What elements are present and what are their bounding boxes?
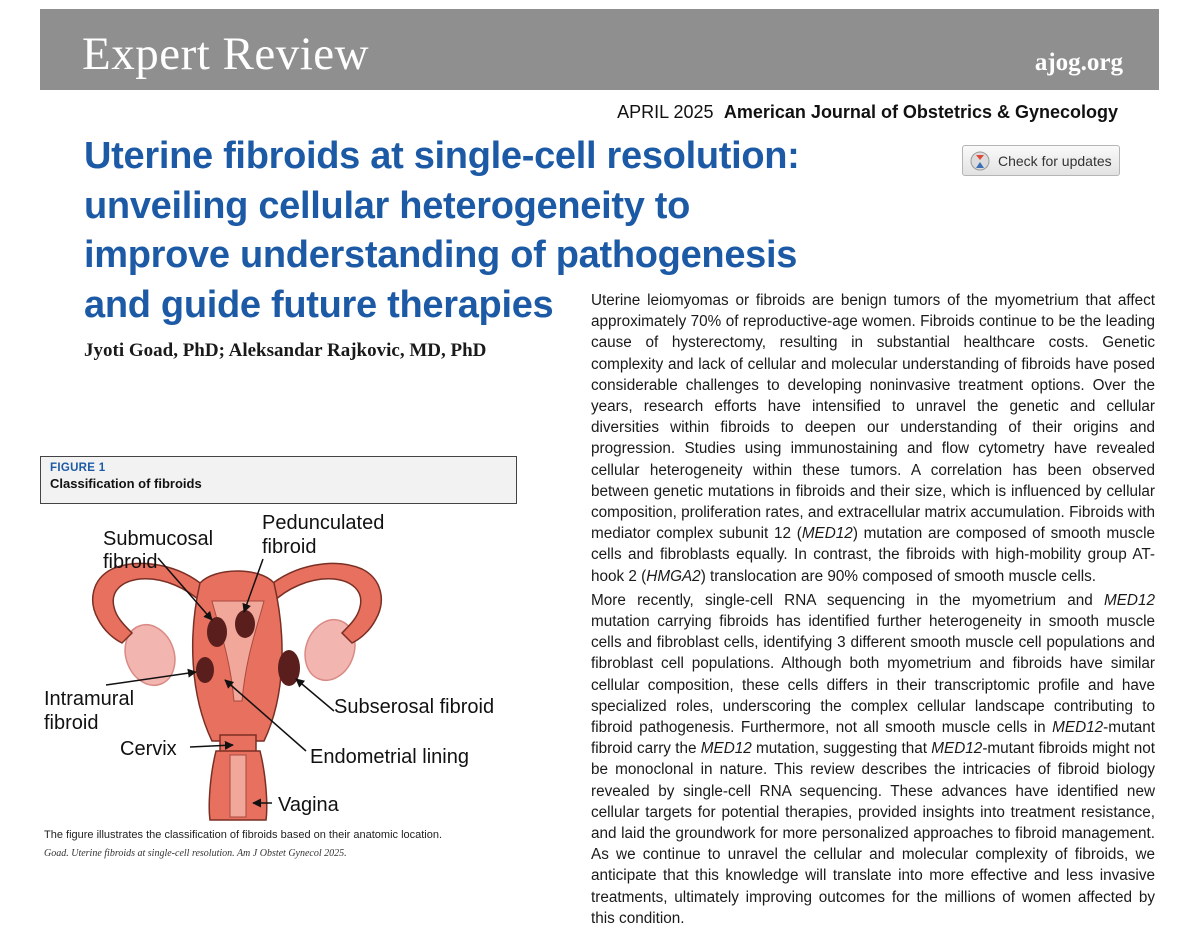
submucosal-fibroid [207, 617, 227, 647]
vaginal-canal [230, 755, 246, 817]
abstract-text: mutation carrying fibroids has identified further heterogeneity in smooth muscle cells and fibroblast cells, identifying 3 different smooth muscle cell populations and fibroblast cell populations. Although both myometrium and fibroids have similar cellular composition, these cells differs in their transcriptomic profile and have specialized roles, underscoring the complex cellular landscape contributing to fibroid pathogenesis. Furthermore, not all smooth muscle cells in [591, 613, 1155, 737]
label-vagina: Vagina [278, 794, 339, 816]
label-cervix: Cervix [120, 738, 177, 760]
abstract-paragraph-1 [591, 290, 1155, 587]
figure-citation [44, 848, 347, 859]
figure-label: FIGURE 1 [50, 462, 106, 474]
gene-name: MED12 [1052, 719, 1104, 737]
abstract-paragraph-2 [591, 590, 1155, 929]
figure-title: Classification of fibroids [50, 476, 202, 491]
gene-name: MED12 [931, 740, 983, 758]
label-submucosal-2: fibroid [103, 551, 158, 573]
journal-name: American Journal of Obstetrics & Gynecology [723, 102, 1118, 122]
check-for-updates-label: Check for updates [998, 152, 1112, 169]
uterus-diagram [40, 505, 540, 825]
label-submucosal-1: Submucosal [103, 528, 214, 550]
label-intramural-2: fibroid [44, 712, 99, 734]
abstract-text: -mutant fibroids might not be monoclonal in nature. This review describes the intricacies of fibroid biology revealed by single-cell RNA sequencing. These advances have identified new cellular targets for potential therapies, provided insights into treatment resistance, and laid the groundwork for more personalized approaches to fibroid management. As we continue to unravel the cellular and molecular complexity of fibroids, we anticipate that this knowledge will translate into more effective and less invasive treatments, ultimately improving outcomes for the millions of women affected by this condition. [591, 740, 1155, 927]
abstract-text: ) translocation are 90% composed of smooth muscle cells. [700, 567, 1097, 585]
section-title: Expert Review [82, 28, 370, 80]
abstract-text: More recently, single-cell RNA sequencing in the myometrium and [591, 591, 1104, 609]
figure-header [40, 456, 517, 504]
subserosal-fibroid [278, 650, 300, 686]
arrow-subserosal [296, 679, 334, 711]
label-pedunculated-2: fibroid [262, 536, 317, 558]
figure-caption: The figure illustrates the classification of fibroids based on their anatomic location. [44, 829, 443, 841]
journal-masthead [617, 102, 1118, 123]
label-endometrial: Endometrial lining [310, 746, 469, 768]
label-subserosal: Subserosal fibroid [334, 696, 495, 718]
abstract-text: ) mutation are composed of smooth muscle cells and fibroblasts equally. In contrast, the fibroids with high-mobility group AT-hook 2 ( [591, 525, 1155, 585]
crossmark-icon [970, 151, 990, 171]
article-authors: Jyoti Goad, PhD; Aleksandar Rajkovic, MD, PhD [84, 340, 487, 361]
article-title: Uterine fibroids at single-cell resolution: unveiling cellular heterogeneity to improve understanding of pathogenesis and guide future therapies [84, 135, 800, 326]
figure-citation-text: Goad. Uterine fibroids at single-cell resolution. Am J Obstet Gynecol 2025. [44, 848, 347, 859]
gene-name: MED12 [1103, 591, 1155, 609]
issue-date: APRIL 2025 [617, 102, 714, 122]
abstract-text: -mutant fibroid carry the [591, 719, 1155, 758]
journal-site-link[interactable]: ajog.org [1034, 49, 1123, 76]
label-pedunculated-1: Pedunculated [262, 512, 385, 534]
gene-name: MED12 [801, 525, 853, 543]
check-for-updates-button[interactable] [962, 145, 1120, 176]
pedunculated-fibroid [235, 610, 255, 638]
section-banner [40, 9, 1159, 90]
abstract-text: Uterine leiomyomas or fibroids are benign tumors of the myometrium that affect approximately 70% of reproductive-age women. Fibroids continue to be the leading cause of hysterectomy, resulting in substantial healthcare costs. Genetic complexity and lack of cellular and molecular understanding of fibroids have posed considerable challenges to developing noninvasive treatment options. Over the years, research efforts have intensified to unravel the genetic and cellular diversities within fibroids to deepen our understanding of their origins and progression. Studies using immunostaining and flow cytometry have revealed cellular heterogeneity within these tumors. A correlation has been observed between genetic mutations in fibroids and their size, which is influenced by cellular composition, proliferation rates, and extracellular matrix accumulation. Fibroids with mediator complex subunit 12 ( [591, 292, 1155, 543]
abstract-text: mutation, suggesting that [751, 740, 932, 758]
gene-name: MED12 [700, 740, 752, 758]
label-intramural-1: Intramural [44, 688, 135, 710]
gene-name: HMGA2 [646, 567, 701, 585]
abstract [591, 290, 1155, 929]
intramural-fibroid [196, 657, 214, 683]
